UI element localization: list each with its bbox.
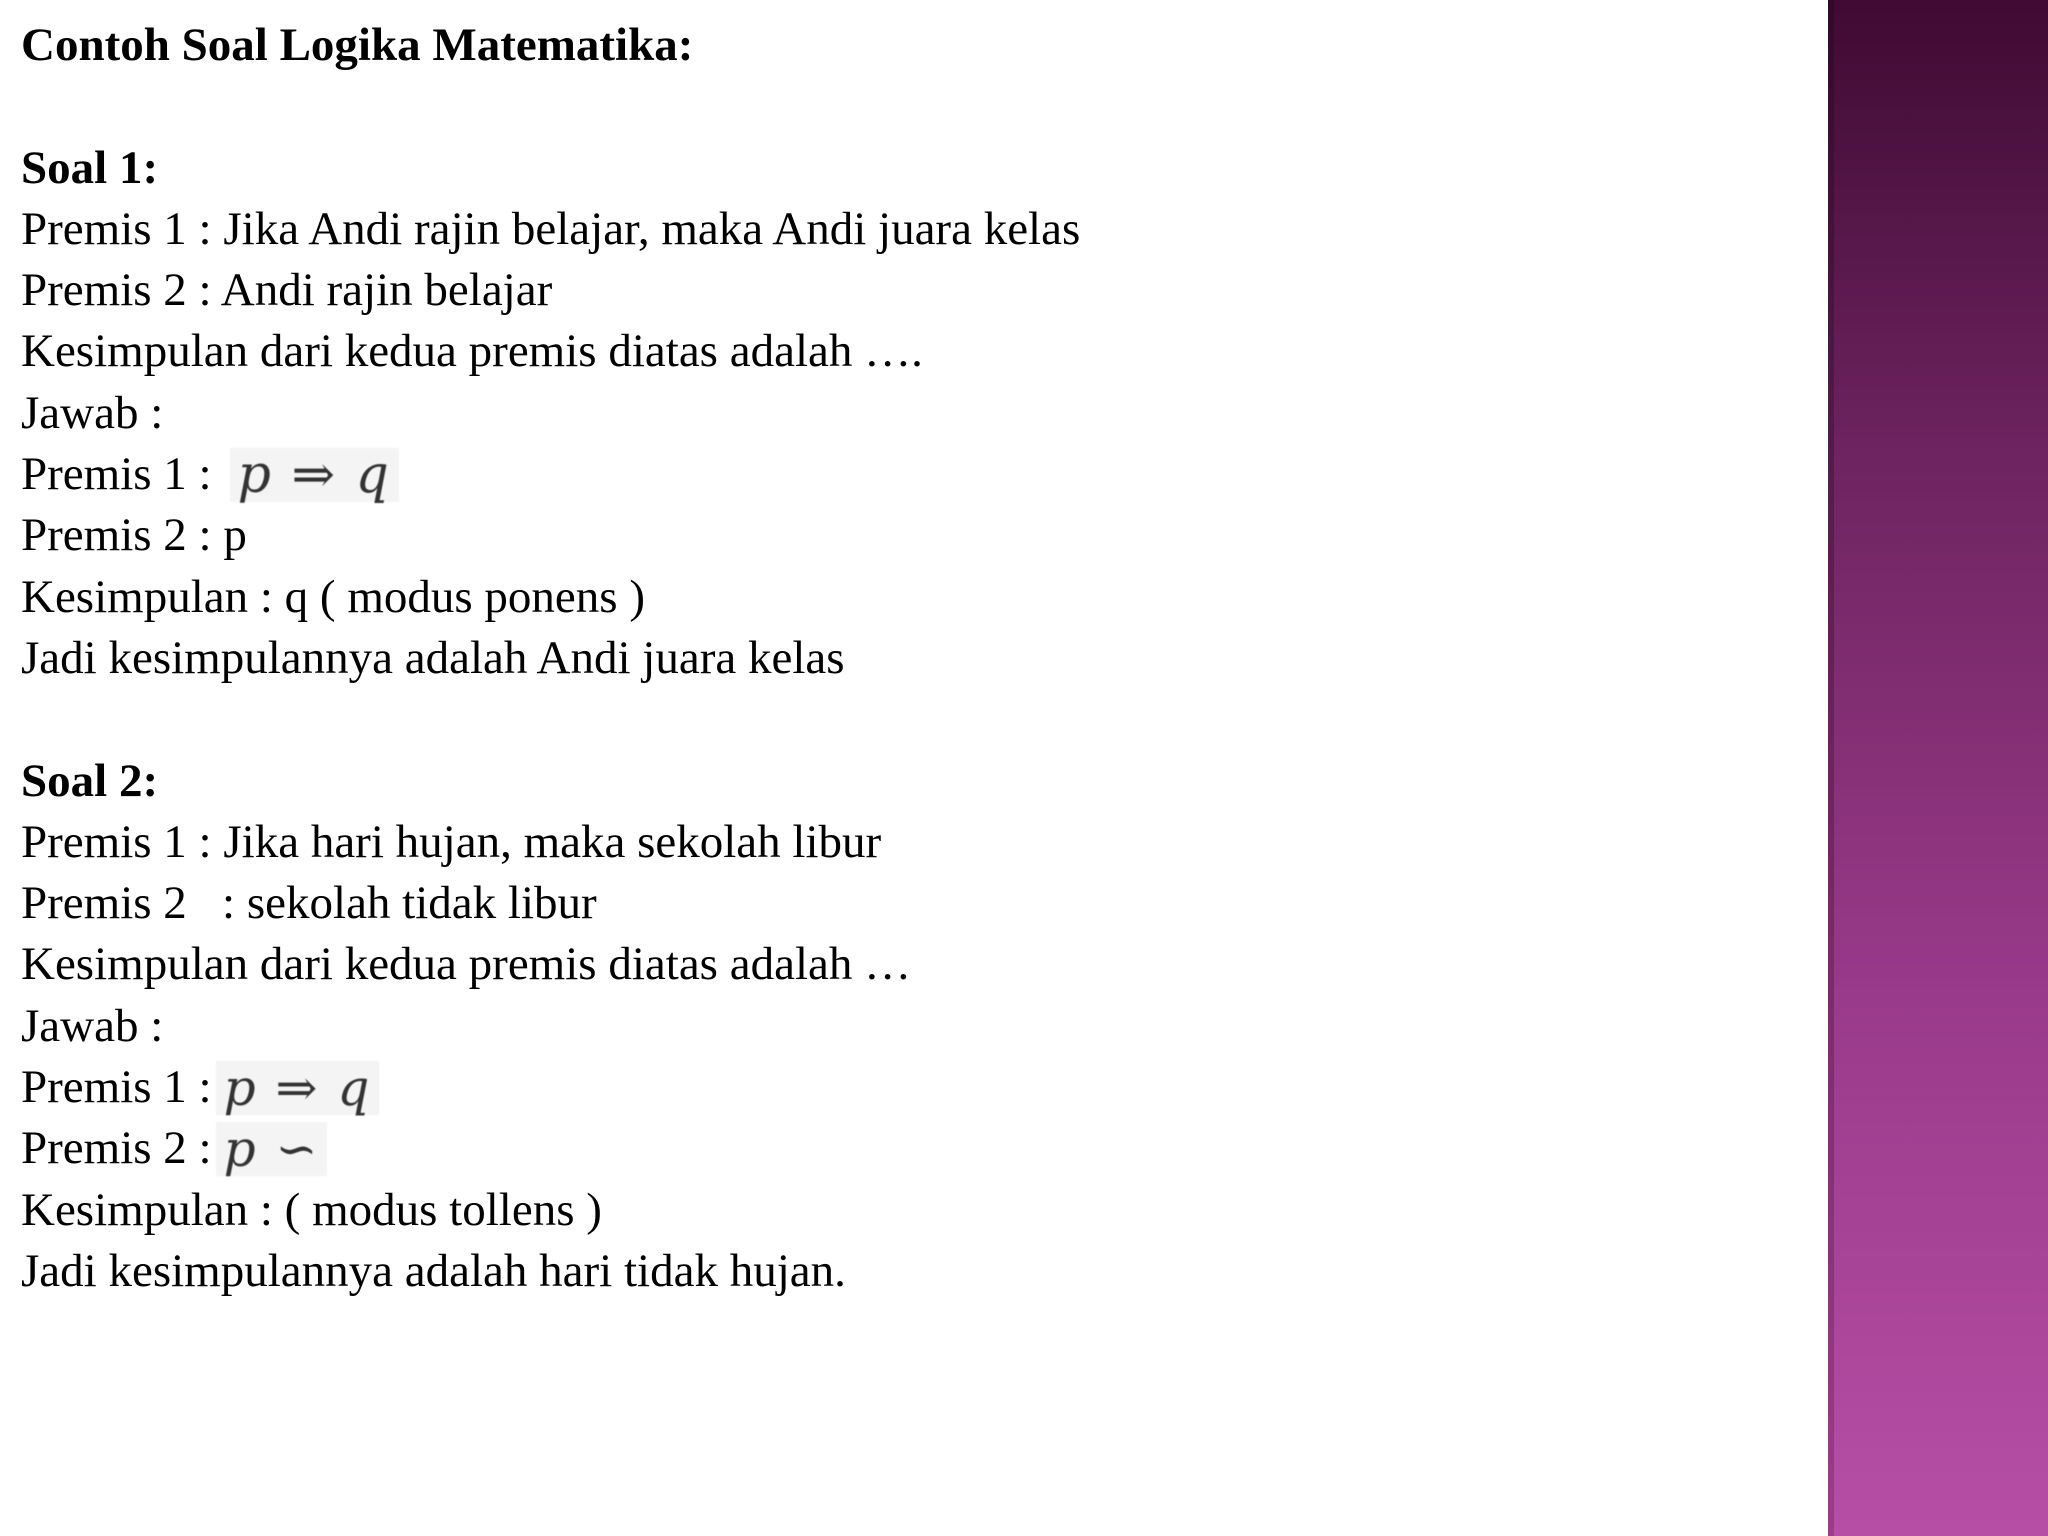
soal1-jawab: Jawab : [21, 386, 164, 439]
soal2-question: Kesimpulan dari kedua premis diatas adalah … [21, 938, 912, 991]
soal2-negation-formula: p ∽ [216, 1122, 328, 1176]
soal2-heading: Soal 2: [21, 754, 159, 807]
soal1-answer-premis2: Premis 2 : p [21, 509, 247, 562]
soal2-answer-premis1-label: Premis 1 : [21, 1061, 212, 1114]
soal2-answer-premis1 [21, 1057, 1801, 1118]
soal2-kesimpulan: Kesimpulan : ( modus tollens ) [21, 1183, 602, 1236]
soal1-final: Jadi kesimpulannya adalah Andi juara kelas [21, 631, 845, 684]
soal1-heading: Soal 1: [21, 141, 159, 194]
soal1-answer-premis1 [21, 444, 1801, 505]
slide-text-body [21, 15, 1801, 1302]
spacer [21, 689, 1801, 750]
soal2-final: Jadi kesimpulannya adalah hari tidak hujan. [21, 1244, 846, 1297]
decorative-gradient-sidebar [1828, 0, 2048, 1536]
soal2-jawab: Jawab : [21, 999, 164, 1052]
slide-title: Contoh Soal Logika Matematika: [21, 19, 694, 71]
soal2-premis1: Premis 1 : Jika hari hujan, maka sekolah libur [21, 815, 882, 868]
soal2-implication-formula: p ⇒ q [216, 1061, 380, 1115]
soal2-answer-premis2 [21, 1118, 1801, 1179]
spacer [21, 76, 1801, 137]
soal1-kesimpulan: Kesimpulan : q ( modus ponens ) [21, 570, 645, 623]
soal2-premis2: Premis 2 : sekolah tidak libur [21, 877, 597, 930]
soal1-answer-premis1-label: Premis 1 : [21, 448, 212, 501]
soal1-premis2: Premis 2 : Andi rajin belajar [21, 264, 553, 317]
soal1-question: Kesimpulan dari kedua premis diatas adalah …. [21, 325, 923, 378]
soal1-implication-formula: p ⇒ q [230, 448, 399, 502]
soal2-answer-premis2-label: Premis 2 : [21, 1122, 212, 1175]
soal1-premis1: Premis 1 : Jika Andi rajin belajar, maka Andi juara kelas [21, 202, 1081, 255]
